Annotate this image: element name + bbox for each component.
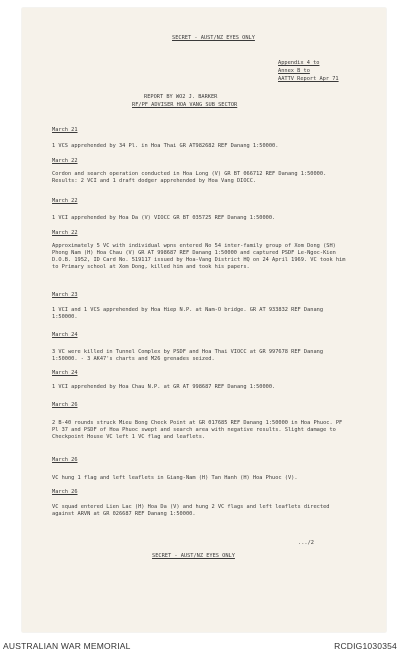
- appendix-line: AATTV Report Apr 71: [278, 76, 339, 82]
- entry-text: Approximately 5 VC with individual wpns entered No 54 inter-family group of Xom Dong (SH) Phong Nam (H) Hoa Chau (V) GR AT 998687 REF Danang 1:50000 and captured PSDF Le-Ngoc-Kien D.O.B. 1952, ID Card No. 519117 issued by Hoa-Vang District HQ on 24 April 1969. VC took him to Primary school at Xom Dong, killed him and took his papers.: [52, 243, 346, 270]
- classification-header: SECRET - AUST/NZ EYES ONLY: [172, 35, 255, 41]
- archive-record-id: RCDIG1030354: [334, 641, 397, 651]
- entry-text: 1 VCI apprehended by Hoa Chau N.P. at GR AT 998687 REF Danang 1:50000.: [52, 384, 276, 390]
- entry-date: March 24: [52, 370, 78, 376]
- entry-text: VC hung 1 flag and left leaflets in Giang-Nam (H) Tan Hanh (H) Hoa Phuoc (V).: [52, 475, 298, 481]
- appendix-line: Appendix 4 to: [278, 60, 320, 66]
- appendix-line: Annex B to: [278, 68, 310, 74]
- entry-text: 1 VCI and 1 VCS apprehended by Hoa Hiep N.P. at Nam-O bridge. GR AT 933832 REF Danang 1:50000.: [52, 307, 324, 320]
- entry-date: March 26: [52, 457, 78, 463]
- entry-text: VC squad entered Lien Lac (H) Hoa Da (V) and hung 2 VC flags and left leaflets directed against ARVN at GR 026687 REF Danang 1:50000.: [52, 504, 330, 517]
- entry-date: March 22: [52, 230, 78, 236]
- document-page: [22, 8, 386, 632]
- entry-date: March 26: [52, 489, 78, 495]
- entry-date: March 26: [52, 402, 78, 408]
- report-title: REPORT BY WO2 J. BARKER: [144, 94, 218, 100]
- entry-date: March 21: [52, 127, 78, 133]
- entry-date: March 22: [52, 158, 78, 164]
- entry-date: March 23: [52, 292, 78, 298]
- entry-text: 2 B-40 rounds struck Mieu Bong Check Point at GR 017685 REF Danang 1:50000 in Hoa Phuoc. PF Pl 37 and PSDF of Hoa Phuoc swept and search area with negative results. Slight damage to Checkpoint House VC left 1 VC flag and leaflets.: [52, 420, 343, 440]
- entry-text: 1 VCI apprehended by Hoa Da (V) VIOCC GR BT 035725 REF Danang 1:50000.: [52, 215, 276, 221]
- report-subtitle: RF/PF ADVISER HOA VANG SUB SECTOR: [132, 102, 238, 108]
- entry-date: March 22: [52, 198, 78, 204]
- archive-name: AUSTRALIAN WAR MEMORIAL: [3, 641, 131, 651]
- entry-text: 1 VCS apprehended by 34 Pl. in Hoa Thai GR AT982682 REF Danang 1:50000.: [52, 143, 279, 149]
- entry-date: March 24: [52, 332, 78, 338]
- archive-footer: [0, 636, 401, 654]
- continuation-marker: .../2: [298, 540, 314, 546]
- entry-text: Cordon and search operation conducted in Hoa Long (V) GR BT 066712 REF Danang 1:50000. Results: 2 VCI and 1 draft dodger apprehended by Hoa Vang DIOCC.: [52, 171, 327, 184]
- classification-footer: SECRET - AUST/NZ EYES ONLY: [152, 553, 235, 559]
- entry-text: 3 VC were killed in Tunnel Complex by PSDF and Hoa Thai VIOCC at GR 997678 REF Danang 1:50000. - 3 AK47's charts and M26 grenades seized.: [52, 349, 324, 362]
